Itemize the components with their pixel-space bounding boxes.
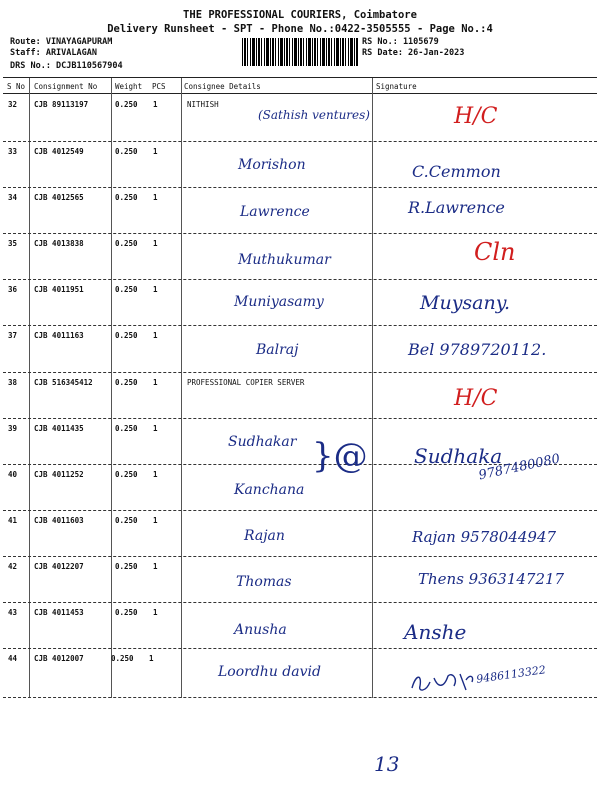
row-pcs: 1 [153, 331, 158, 340]
row-weight: 0.250 [115, 239, 138, 248]
row-weight: 0.250 [115, 424, 138, 433]
row-consignment: CJB 4012207 [34, 562, 84, 571]
row-weight: 0.250 [115, 608, 138, 617]
runsheet-subtitle: Delivery Runsheet - SPT - Phone No.:0422-3505555 - Page No.:4 [107, 23, 493, 35]
row-signature: 9787480080 [477, 451, 562, 484]
row-pcs: 1 [149, 654, 154, 663]
column-divider [111, 78, 112, 698]
row-pcs: 1 [153, 285, 158, 294]
column-divider [181, 78, 182, 698]
column-header-consignee: Consignee Details [184, 82, 261, 91]
column-divider [372, 78, 373, 698]
row-sno: 44 [8, 654, 18, 663]
row-weight: 0.250 [115, 331, 138, 340]
column-header-signature: Signature [376, 82, 417, 91]
row-signature: Cln [474, 238, 516, 266]
row-signature: H/C [454, 386, 498, 411]
row-handwritten-consignee: Thomas [236, 574, 292, 590]
row-separator [3, 697, 597, 698]
row-consignment: CJB 89113197 [34, 100, 89, 109]
row-handwritten-consignee: Muthukumar [238, 252, 331, 268]
row-consignment: CJB 4011453 [34, 608, 84, 617]
row-signature: Thens 9363147217 [418, 570, 565, 588]
table-top-border [3, 77, 597, 78]
row-separator [3, 141, 597, 142]
row-weight: 0.250 [115, 516, 138, 525]
row-consignment: CJB 4012549 [34, 147, 84, 156]
row-signature: Anshe [404, 620, 467, 644]
row-separator [3, 510, 597, 511]
row-signature: R.Lawrence [408, 198, 505, 217]
row-consignment: CJB 4013838 [34, 239, 84, 248]
row-separator [3, 372, 597, 373]
row-separator [3, 418, 597, 419]
row-consignment: CJB 516345412 [34, 378, 93, 387]
handwritten-page-note: 13 [374, 752, 400, 776]
row-weight: 0.250 [115, 100, 138, 109]
row-separator [3, 187, 597, 188]
row-sno: 32 [8, 100, 18, 109]
row-signature: Bel 9789720112. [408, 340, 547, 359]
column-header-weight: Weight [115, 82, 143, 91]
row-separator [3, 648, 597, 649]
row-pcs: 1 [153, 239, 158, 248]
row-handwritten-consignee: Lawrence [240, 204, 310, 220]
row-consignment: CJB 4011603 [34, 516, 84, 525]
row-signature: Sudhaka [414, 444, 503, 468]
row-signature: Muysany. [420, 292, 510, 314]
row-weight: 0.250 [115, 147, 138, 156]
row-handwritten-consignee: Balraj [256, 342, 299, 358]
company-name: THE PROFESSIONAL COURIERS, Coimbatore [183, 9, 417, 21]
column-header-pcs: PCS [152, 82, 166, 91]
table-header-border [3, 93, 597, 94]
row-sno: 39 [8, 424, 18, 433]
row-weight: 0.250 [115, 378, 138, 387]
row-pcs: 1 [153, 147, 158, 156]
drs-number: DRS No.: DCJB110567904 [10, 61, 123, 71]
column-divider [29, 78, 30, 698]
row-consignment: CJB 4012565 [34, 193, 84, 202]
column-header-sno: S No [7, 82, 26, 91]
row-sno: 40 [8, 470, 18, 479]
row-weight: 0.250 [115, 193, 138, 202]
row-separator [3, 279, 597, 280]
row-sno: 35 [8, 239, 18, 248]
row-separator [3, 325, 597, 326]
row-pcs: 1 [153, 608, 158, 617]
row-sno: 43 [8, 608, 18, 617]
row-weight: 0.250 [115, 285, 138, 294]
signature-scribble-icon [408, 668, 478, 696]
row-separator [3, 233, 597, 234]
staff-label: Staff: ARIVALAGAN [10, 48, 97, 58]
row-pcs: 1 [153, 193, 158, 202]
row-handwritten-consignee: Kanchana [234, 482, 305, 498]
route-label: Route: VINAYAGAPURAM [10, 37, 113, 47]
row-separator [3, 556, 597, 557]
rs-number: RS No.: 1105679 [362, 37, 439, 47]
row-sno: 36 [8, 285, 18, 294]
row-printed-consignee: PROFESSIONAL COPIER SERVER [187, 378, 305, 387]
row-sno: 42 [8, 562, 18, 571]
row-sno: 38 [8, 378, 18, 387]
row-pcs: 1 [153, 516, 158, 525]
row-weight: 0.250 [111, 654, 134, 663]
row-pcs: 1 [153, 100, 158, 109]
row-printed-consignee: NITHISH [187, 100, 219, 109]
row-handwritten-consignee: Loordhu david [218, 664, 321, 680]
row-pcs: 1 [153, 424, 158, 433]
row-consignment: CJB 4011951 [34, 285, 84, 294]
barcode [242, 38, 358, 66]
row-weight: 0.250 [115, 562, 138, 571]
row-pcs: 1 [153, 470, 158, 479]
row-handwritten-consignee: (Sathish ventures) [258, 108, 370, 122]
row-pcs: 1 [153, 378, 158, 387]
column-header-consignment: Consignment No [34, 82, 98, 91]
row-handwritten-consignee: Anusha [234, 622, 287, 638]
row-consignment: CJB 4011163 [34, 331, 84, 340]
row-separator [3, 602, 597, 603]
grouping-bracket: }@ [312, 436, 368, 476]
row-handwritten-consignee: Sudhakar [228, 434, 297, 450]
row-sno: 34 [8, 193, 18, 202]
row-handwritten-consignee: Morishon [238, 157, 306, 173]
row-weight: 0.250 [115, 470, 138, 479]
rs-date: RS Date: 26-Jan-2023 [362, 48, 465, 58]
row-handwritten-consignee: Muniyasamy [234, 294, 324, 310]
row-sno: 41 [8, 516, 18, 525]
row-signature: C.Cemmon [412, 162, 501, 181]
row-sno: 33 [8, 147, 18, 156]
row-consignment: CJB 4011435 [34, 424, 84, 433]
row-signature: 9486113322 [475, 663, 547, 686]
row-sno: 37 [8, 331, 18, 340]
row-handwritten-consignee: Rajan [244, 528, 285, 544]
row-signature: Rajan 9578044947 [412, 528, 557, 546]
row-signature: H/C [454, 104, 498, 129]
row-consignment: CJB 4011252 [34, 470, 84, 479]
row-consignment: CJB 4012007 [34, 654, 84, 663]
row-pcs: 1 [153, 562, 158, 571]
